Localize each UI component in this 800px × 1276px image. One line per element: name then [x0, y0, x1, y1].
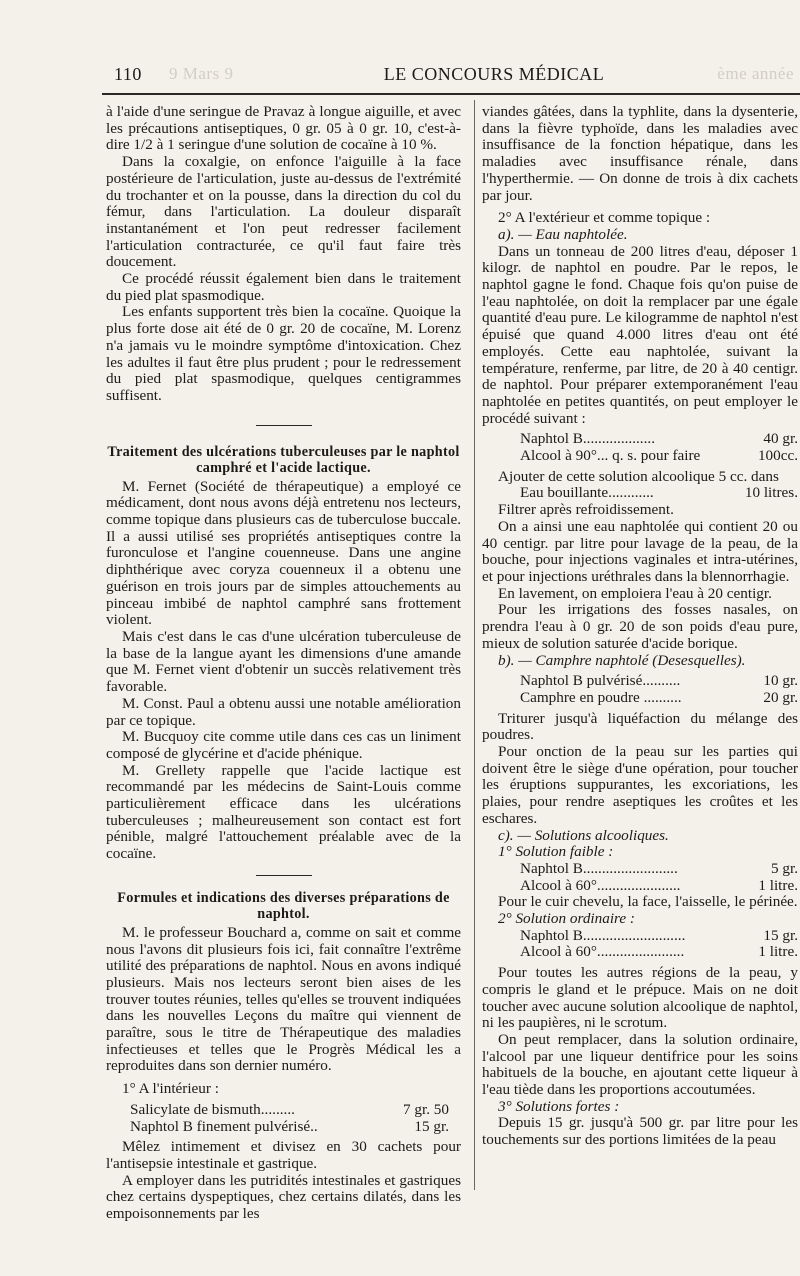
paragraph: M. Const. Paul a obtenu aussi une notable amélioration par ce topique.: [106, 694, 461, 729]
prescription-line: [520, 448, 798, 465]
subsection-title: 2° Solution ordinaire :: [498, 910, 635, 928]
header-rule: [102, 93, 800, 95]
paragraph: Mêlez intimement et divisez en 30 cachets pour l'antisepsie intestinale et gastrique.: [106, 1138, 461, 1172]
paragraph: viandes gâtées, dans la typhlite, dans la dysenterie, dans la fièvre typhoïde, dans les maladies avec insuffisance de la fonction hépatique, dans les maladies avec insuffisance rénale, dans l'hyperthermie. — On donne de trois à dix cachets par jour.: [482, 103, 798, 204]
paragraph: On peut remplacer, dans la solution ordinaire, l'alcool par une liqueur dentifrice pour les soins habituels de la bouche, en ajoutant cette liqueur à l'eau tiède dans les proportions accoutumées.: [482, 1030, 798, 1099]
prescription-line: [130, 1102, 461, 1119]
subsection-title: b). — Camphre naphtolé (Desesquelles).: [498, 651, 746, 669]
ingredient-quantity: 10 litres.: [744, 484, 798, 502]
paragraph: Les enfants supportent très bien la cocaïne. Quoique la plus forte dose ait été de 0 gr. 20 de cocaïne, M. Lorenz n'a jamais vu le moindre symptôme d'intoxication. Chez les adultes il faut être plus prudent ; pour le redressement du pied plat spasmodique, quelques centigrammes suffisent.: [106, 303, 461, 404]
ingredient-name: Alcool à 60°......................: [520, 876, 681, 894]
right-column: [482, 104, 798, 1149]
column-divider: [474, 100, 475, 1190]
paragraph: Filtrer après refroidissement.: [498, 501, 674, 519]
ingredient-quantity: 15 gr.: [763, 926, 798, 944]
subsection-title: 3° Solutions fortes :: [498, 1097, 620, 1115]
ingredient-name: Naphtol B finement pulvérisé..: [130, 1117, 318, 1135]
page-number: 110: [114, 64, 142, 84]
prescription-line: [520, 673, 798, 690]
ingredient-quantity: 15 gr.: [414, 1117, 449, 1135]
paragraph: à l'aide d'une seringue de Pravaz à longue aiguille, et avec les précautions antiseptiques, 0 gr. 05 à 0 gr. 10, c'est-à-dire 1/2 à 1 seringue d'une solution de cocaïne à 10 %.: [106, 103, 461, 154]
ingredient-name: Camphre en poudre ..........: [520, 688, 682, 706]
paragraph: A employer dans les putridités intestinales et gastriques chez certains dyspeptiques, chez certains dilatés, dans les empoisonnements par les: [106, 1171, 461, 1223]
section-heading: Formules et indications des diverses préparations de naphtol.: [117, 889, 450, 922]
bleed-through-text-right: ème année: [717, 64, 794, 83]
paragraph: Mais c'est dans le cas d'une ulcération tuberculeuse de la base de la langue ayant les dimensions d'une amande que M. Fernet vient d'obtenir un succès relativement très favorable.: [106, 627, 461, 696]
paragraph: Pour toutes les autres régions de la peau, y compris le gland et le prépuce. Mais on ne doit toucher avec aucune solution alcoolique de naphtol, ni les paupières, ni le scrotum.: [482, 964, 798, 1032]
ingredient-quantity: 10 gr.: [763, 672, 798, 690]
paragraph: Triturer jusqu'à liquéfaction du mélange des poudres.: [482, 709, 798, 744]
ingredient-quantity: 1 litre.: [758, 876, 798, 894]
paragraph: Dans un tonneau de 200 litres d'eau, déposer 1 kilogr. de naphtol en poudre. Par le repos, le naphtol gagne le fond. Chaque fois qu'on puise de l'eau naphtolée, on doit la remplacer par une égale quantité d'eau pure. Le kilogramme de naphtol n'est épuisé que quand 4.000 litres d'eau ont été employés. Cette eau naphtolée, suivant la température, renferme, par litre, de 20 à 40 centigr. de naphtol. Pour préparer extemporanément l'eau naphtolée en petites quantités, on peut employer le procédé suivant :: [482, 242, 798, 427]
ingredient-name: Alcool à 60°.......................: [520, 943, 685, 961]
paragraph: M. Fernet (Société de thérapeutique) a employé ce médicament, dont nous avons déjà entretenu nos lecteurs, comme topique dans plusieurs cas de tuberculose buccale. Il a aussi utilisé ses propriétés antiseptiques contre la furonculose et l'angine couenneuse. Dans une angine diphthérique avec coryza couenneux il a obtenu une guérison en trois jours par de simples attouchements au pinceau imbibé de naphtol camphré sans frottement violent.: [106, 477, 461, 629]
left-column: [106, 104, 461, 1223]
paragraph: Pour le cuir chevelu, la face, l'aisselle, le périnée.: [498, 893, 798, 911]
prescription-line: [520, 928, 798, 945]
ingredient-quantity: 7 gr. 50: [403, 1100, 449, 1118]
paragraph: M. Bucquoy cite comme utile dans ces cas un liniment composé de glycérine et d'acide phénique.: [106, 728, 461, 762]
subsection-label: 2° A l'extérieur et comme topique :: [498, 209, 711, 227]
paragraph: Pour onction de la peau sur les parties qui doivent être le siège d'une opération, pour toucher les éruptions suppurantes, les excoriations, les plaies, pour rendre aseptiques les croûtes et les eschares.: [482, 743, 798, 827]
ingredient-name: Naphtol B pulvérisé..........: [520, 672, 681, 690]
prescription-line: [520, 690, 798, 707]
subsection-title: a). — Eau naphtolée.: [498, 225, 628, 243]
ingredient-name: Alcool à 90°... q. s. pour faire: [520, 447, 701, 465]
prescription-line: [520, 861, 798, 878]
section-separator: [256, 425, 312, 426]
prescription-line: [520, 944, 798, 961]
paragraph: M. Grellety rappelle que l'acide lactique est recommandé par les médecins de Saint-Louis comme particulièrement efficace dans les ulcérations tuberculeuses ; malheureusement son contact est fort pénible, malgré l'attouchement préalable avec de la cocaïne.: [106, 761, 461, 863]
paragraph: En lavement, on emploiera l'eau à 20 centigr.: [498, 584, 772, 602]
subsection-label: 1° A l'intérieur :: [122, 1080, 219, 1098]
paragraph: M. le professeur Bouchard a, comme on sait et comme nous l'avons dit plusieurs fois ici, fait connaître l'extrême utilité des préparations de naphtol. Nous en avons indiqué plusieurs. Mais nos lecteurs seront bien aises de les trouver toutes réunies, telles qu'elles se trouvent indiquées dans les nouvelles Leçons du maître qui viennent de paraître, sous le titre de Thérapeutique des maladies infectieuses et telles que le Progrès Médical les a reproduites dans son dernier numéro.: [106, 923, 461, 1075]
paragraph: Dans la coxalgie, on enfonce l'aiguille à la face postérieure de l'articulation, juste au-dessus de l'extrémité du trochanter et on la pousse, dans la direction du col du fémur, dans l'articulation. La douleur disparaît instantanément et l'on peut redresser facilement l'articulation contracturée, ce qu'il faut faire très doucement.: [106, 153, 461, 271]
ingredient-name: Naphtol B...................: [520, 430, 655, 448]
ingredient-name: Eau bouillante............: [520, 484, 654, 502]
section-heading: Traitement des ulcérations tuberculeuses par le naphtol camphré et l'acide lactique.: [107, 443, 460, 476]
ingredient-name: Salicylate de bismuth.........: [130, 1100, 295, 1118]
paragraph: Depuis 15 gr. jusqu'à 500 gr. par litre pour les touchements sur des portions limitées de la peau: [482, 1114, 798, 1149]
paragraph: Pour les irrigations des fosses nasales, on prendra l'eau à 0 gr. 20 de son poids d'eau pure, mieux de solution saturée d'acide borique.: [482, 601, 798, 652]
ingredient-quantity: 100cc.: [757, 447, 798, 465]
prescription-line: [130, 1119, 461, 1136]
prescription-line: [520, 878, 798, 895]
section-separator: [256, 875, 312, 876]
ingredient-name: Naphtol B...........................: [520, 926, 686, 944]
paragraph: Ajouter de cette solution alcoolique 5 cc. dans: [498, 467, 779, 485]
bleed-through-text-left: 9 Mars 9: [169, 64, 234, 83]
ingredient-quantity: 40 gr.: [763, 430, 798, 448]
subsection-title: c). — Solutions alcooliques.: [498, 826, 669, 844]
paragraph: Ce procédé réussit également bien dans le traitement du pied plat spasmodique.: [106, 270, 461, 304]
subsection-title: 1° Solution faible :: [498, 843, 614, 861]
prescription-line: [520, 431, 798, 448]
ingredient-quantity: 5 gr.: [770, 859, 798, 877]
running-header: [104, 64, 794, 86]
prescription-line: [520, 485, 798, 502]
journal-title: LE CONCOURS MÉDICAL: [383, 64, 605, 84]
ingredient-name: Naphtol B.........................: [520, 859, 678, 877]
ingredient-quantity: 20 gr.: [763, 688, 798, 706]
paragraph: On a ainsi une eau naphtolée qui contient 20 ou 40 centigr. par litre pour lavage de la peau, de la bouche, pour injections vaginales et intra-utérines, et pour injections uréthrales dans la blennorrhagie.: [482, 517, 798, 585]
ingredient-quantity: 1 litre.: [758, 943, 798, 961]
